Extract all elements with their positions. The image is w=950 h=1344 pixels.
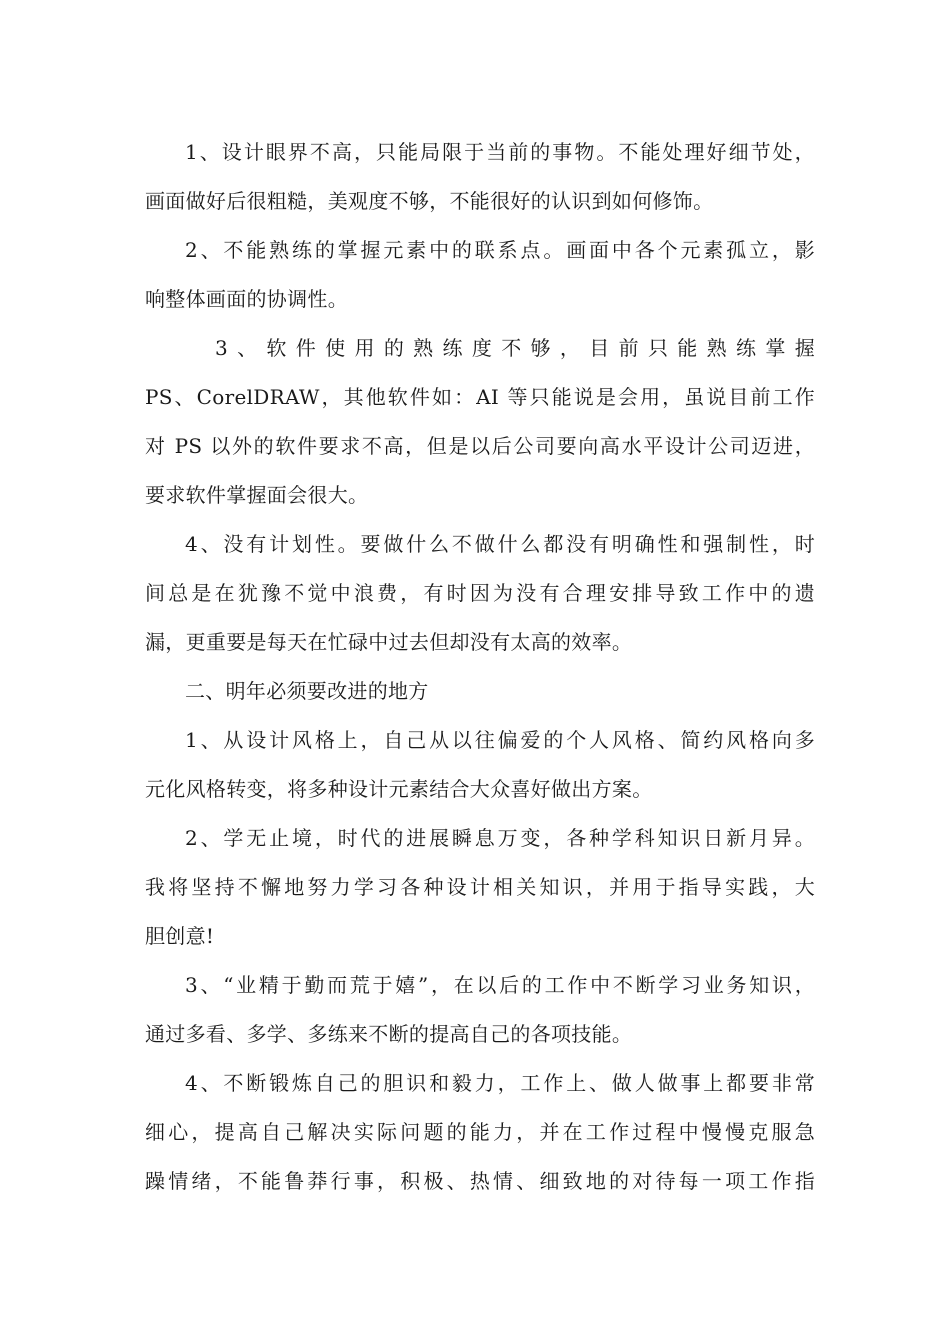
text-line: 2、不能熟练的掌握元素中的联系点。画面中各个元素孤立，影: [185, 238, 815, 262]
text-line: 漏，更重要是每天在忙碌中过去但却没有太高的效率。: [145, 630, 633, 654]
text-line: 通过多看、多学、多练来不断的提高自己的各项技能。: [145, 1022, 633, 1046]
document-body: [145, 128, 815, 1206]
text-line: 二、明年必须要改进的地方: [185, 679, 429, 703]
text-line: 1、设计眼界不高，只能局限于当前的事物。不能处理好细节处，: [185, 140, 815, 164]
text-line: 要求软件掌握面会很大。: [145, 483, 369, 507]
text-line: 画面做好后很粗糙，美观度不够，不能很好的认识到如何修饰。: [145, 189, 714, 213]
paragraph-item-6: [145, 814, 815, 961]
text-line: 3、软件使用的熟练度不够，目前只能熟练掌握: [215, 336, 815, 360]
section-heading: [145, 667, 815, 716]
text-line: PS、CorelDRAW，其他软件如：AI 等只能说是会用，虽说目前工作: [145, 385, 815, 409]
paragraph-item-8: [145, 1059, 815, 1206]
text-line: 3、“业精于勤而荒于嬉”，在以后的工作中不断学习业务知识，: [185, 973, 815, 997]
text-line: 细心，提高自己解决实际问题的能力，并在工作过程中慢慢克服急: [145, 1120, 815, 1144]
text-line: 我将坚持不懈地努力学习各种设计相关知识，并用于指导实践，大: [145, 875, 815, 899]
paragraph-item-4: [145, 520, 815, 667]
text-line: 4、不断锻炼自己的胆识和毅力，工作上、做人做事上都要非常: [185, 1071, 815, 1095]
text-line: 4、没有计划性。要做什么不做什么都没有明确性和强制性，时: [185, 532, 815, 556]
text-line: 躁情绪，不能鲁莽行事，积极、热情、细致地的对待每一项工作指: [145, 1169, 815, 1193]
paragraph-item-2: [145, 226, 815, 324]
paragraph-item-5: [145, 716, 815, 814]
text-line: 1、从设计风格上，自己从以往偏爱的个人风格、简约风格向多: [185, 728, 815, 752]
text-line: 间总是在犹豫不觉中浪费，有时因为没有合理安排导致工作中的遗: [145, 581, 815, 605]
text-line: 元化风格转变，将多种设计元素结合大众喜好做出方案。: [145, 777, 653, 801]
paragraph-item-1: [145, 128, 815, 226]
text-line: 胆创意!: [145, 924, 215, 948]
paragraph-item-7: [145, 961, 815, 1059]
text-line: 响整体画面的协调性。: [145, 287, 348, 311]
text-line: 2、学无止境，时代的进展瞬息万变，各种学科知识日新月异。: [185, 826, 815, 850]
paragraph-item-3: [145, 324, 815, 520]
text-line: 对 PS 以外的软件要求不高，但是以后公司要向高水平设计公司迈进，: [145, 434, 815, 458]
